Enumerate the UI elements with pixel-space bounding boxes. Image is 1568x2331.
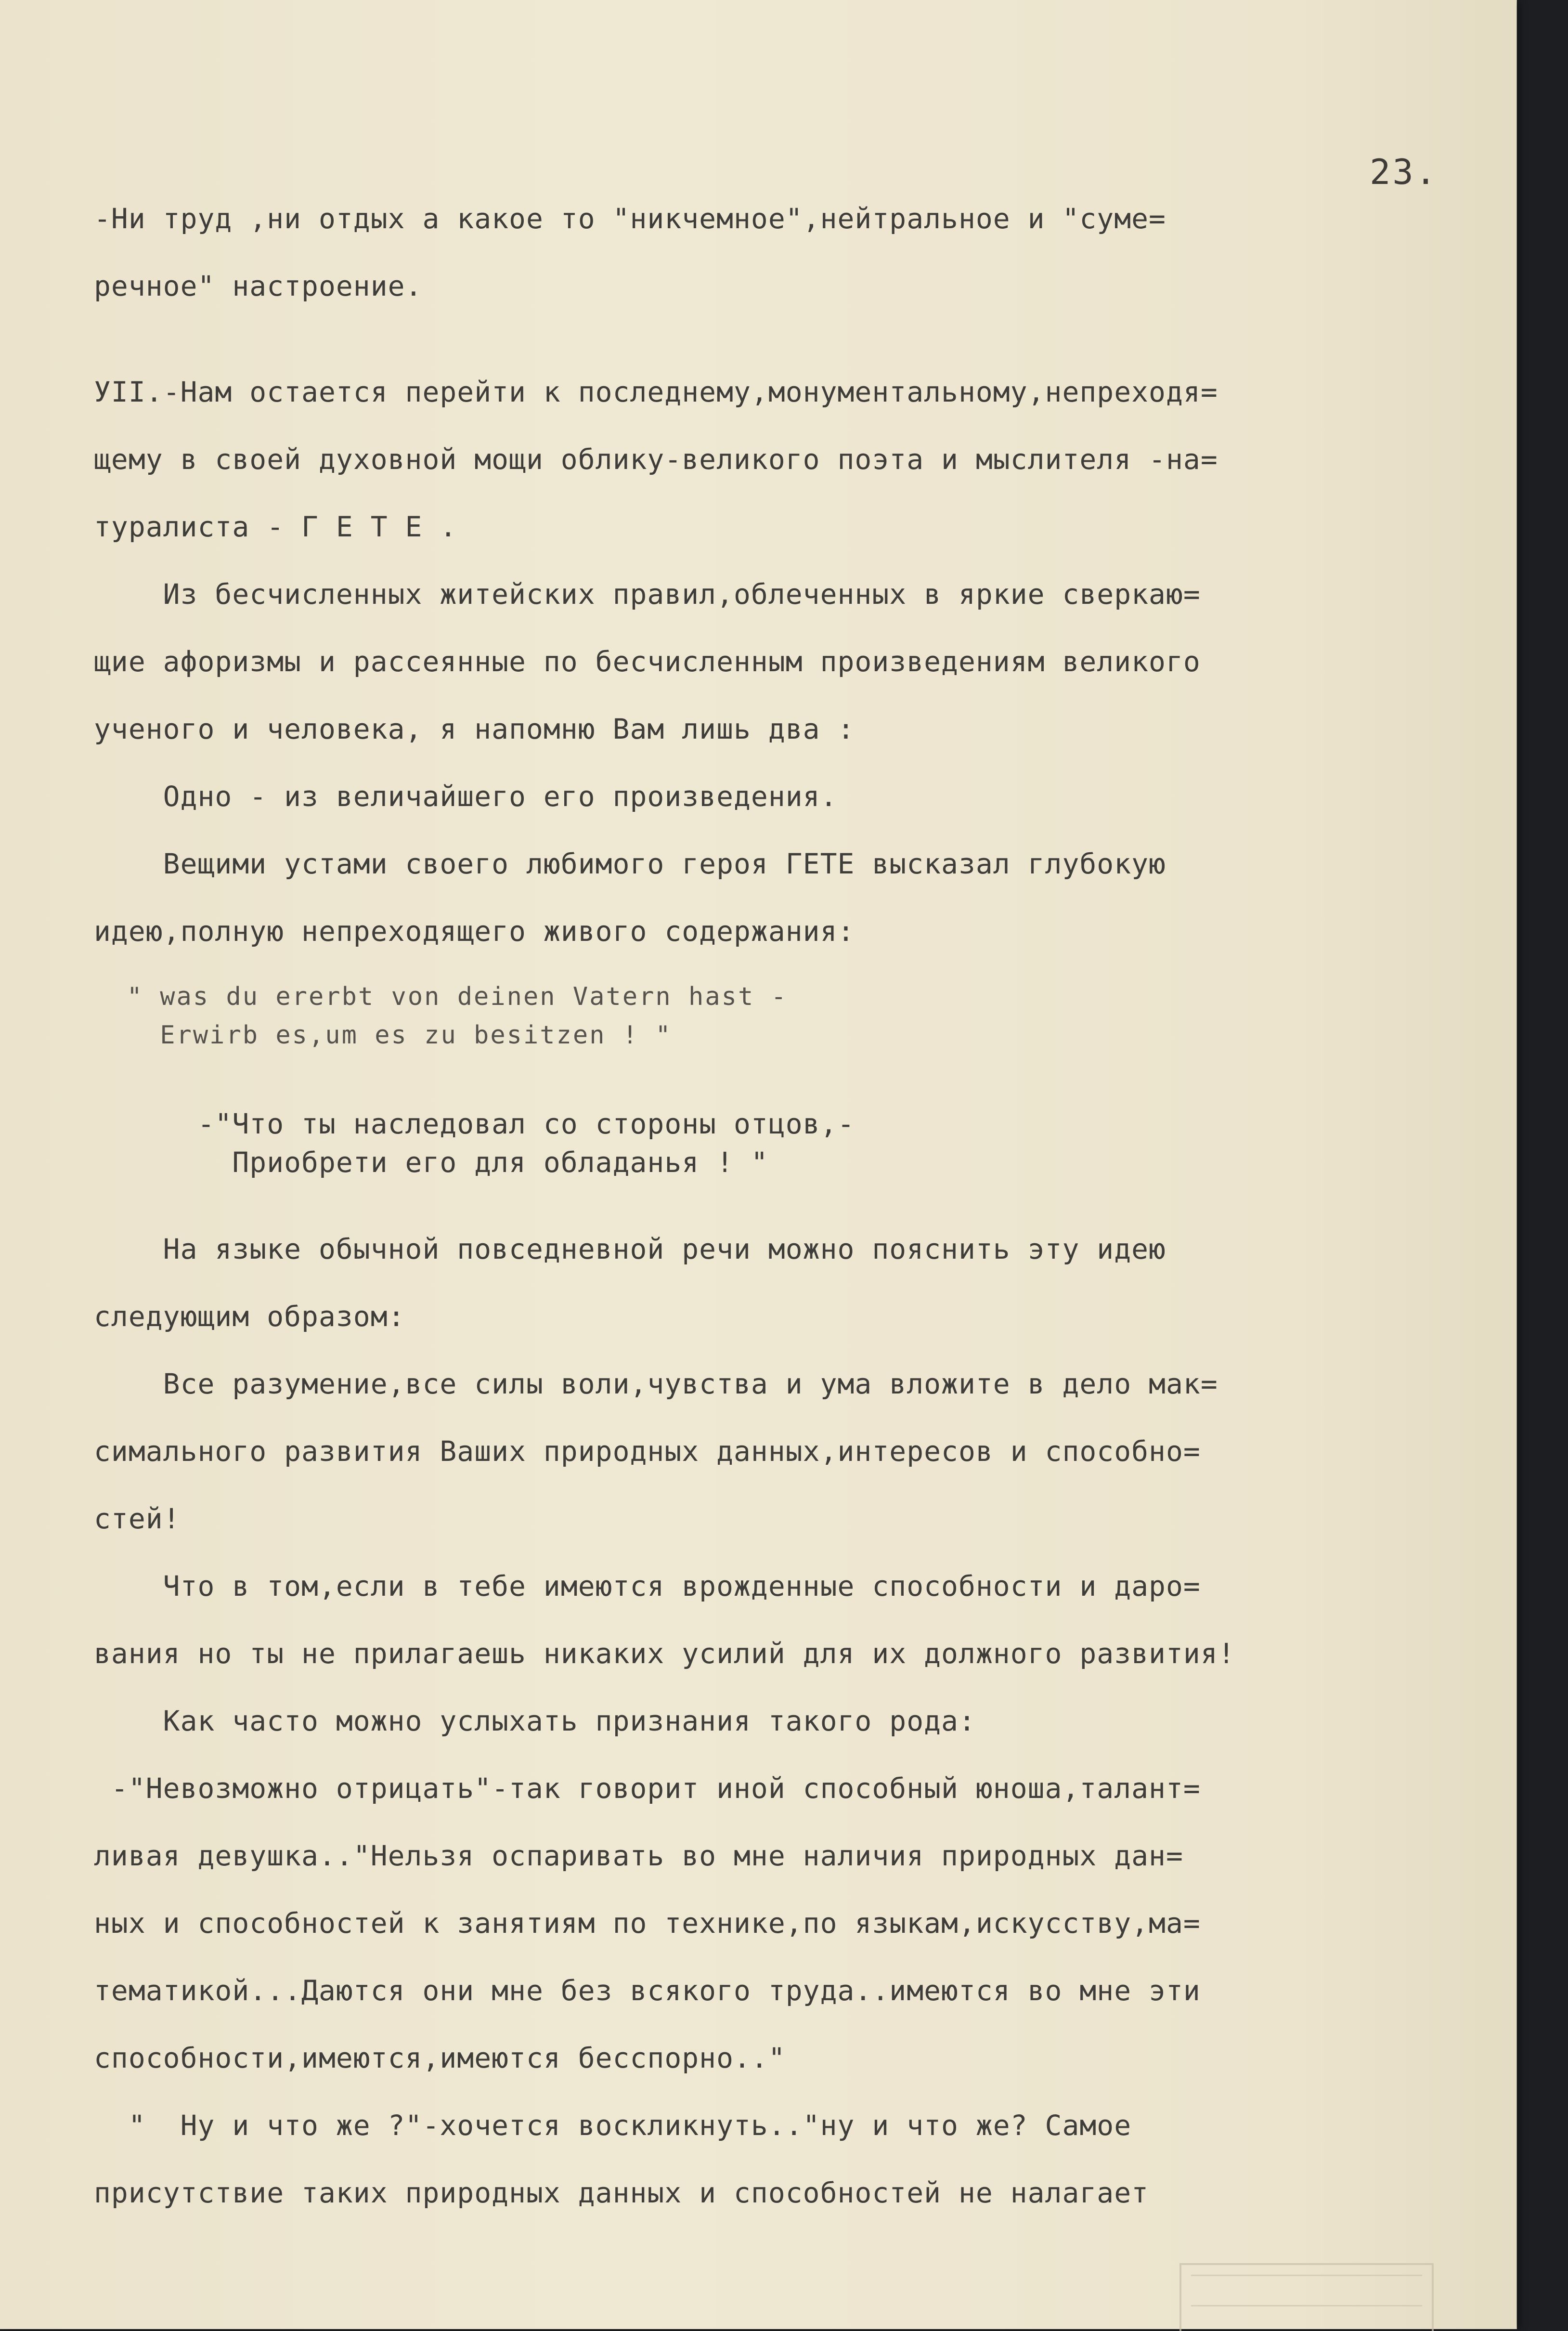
text-line: -Ни труд ,ни отдых а какое то "никчемное",нейтральное и "суме= <box>94 202 1166 235</box>
text-line: туралиста - Г Е Т Е . <box>94 510 457 543</box>
german-quote-line: Erwirb es,um es zu besitzen ! " <box>94 1021 672 1050</box>
text-line: следующим образом: <box>94 1300 405 1333</box>
text-line: ливая девушка.."Нельзя оспаривать во мне наличия природных дан= <box>94 1839 1183 1872</box>
archive-stamp-band <box>1191 2275 1422 2306</box>
text-line: Вещими устами своего любимого героя ГЕТЕ высказал глубокую <box>94 847 1166 880</box>
text-line: присутствие таких природных данных и способностей не налагает <box>94 2176 1149 2209</box>
text-line: щие афоризмы и рассеянные по бесчисленным произведениям великого <box>94 645 1201 678</box>
text-line: симального развития Ваших природных данных,интересов и способно= <box>94 1435 1201 1468</box>
text-line: стей! <box>94 1502 181 1535</box>
text-line: вания но ты не прилагаешь никаких усилий для их должного развития! <box>94 1637 1235 1670</box>
russian-quote-line: Приобрети его для обладанья ! " <box>94 1146 768 1179</box>
text-line: ученого и человека, я напомню Вам лишь два : <box>94 713 855 745</box>
text-line: УII.-Нам остается перейти к последнему,монументальному,непреходя= <box>94 376 1218 408</box>
text-line: Одно - из величайшего его произведения. <box>94 780 838 813</box>
text-line: речное" настроение. <box>94 270 423 302</box>
text-line: -"Невозможно отрицать"-так говорит иной способный юноша,талант= <box>94 1772 1201 1805</box>
text-line: Все разумение,все силы воли,чувства и ума вложите в дело мак= <box>94 1367 1218 1400</box>
text-line: способности,имеются,имеются бесспорно.." <box>94 2042 786 2074</box>
body-text <box>94 202 1490 2209</box>
text-line: Из бесчисленных житейских правил,облеченных в яркие сверкаю= <box>94 578 1201 611</box>
text-line: ных и способностей к занятиям по технике,по языкам,искусству,ма= <box>94 1907 1201 1940</box>
text-line: Что в том,если в тебе имеются врожденные способности и даро= <box>94 1570 1201 1602</box>
russian-quote-line: -"Что ты наследовал со стороны отцов,- <box>94 1107 855 1140</box>
text-line: идею,полную непреходящего живого содержания: <box>94 915 855 948</box>
text-line: " Ну и что же ?"-хочется воскликнуть.."ну и что же? Самое <box>94 2109 1132 2142</box>
text-line: тематикой...Даются они мне без всякого труда..имеются во мне эти <box>94 1974 1201 2007</box>
text-line: Как часто можно услыхать признания такого рода: <box>94 1705 976 1737</box>
german-quote-line: " was du ererbt von deinen Vatern hast - <box>94 982 788 1011</box>
text-line: щему в своей духовной мощи облику-великого поэта и мыслителя -на= <box>94 443 1218 476</box>
page-number: 23. <box>1370 152 1438 192</box>
text-line: На языке обычной повседневной речи можно пояснить эту идею <box>94 1233 1166 1265</box>
archive-stamp <box>1179 2263 1434 2331</box>
